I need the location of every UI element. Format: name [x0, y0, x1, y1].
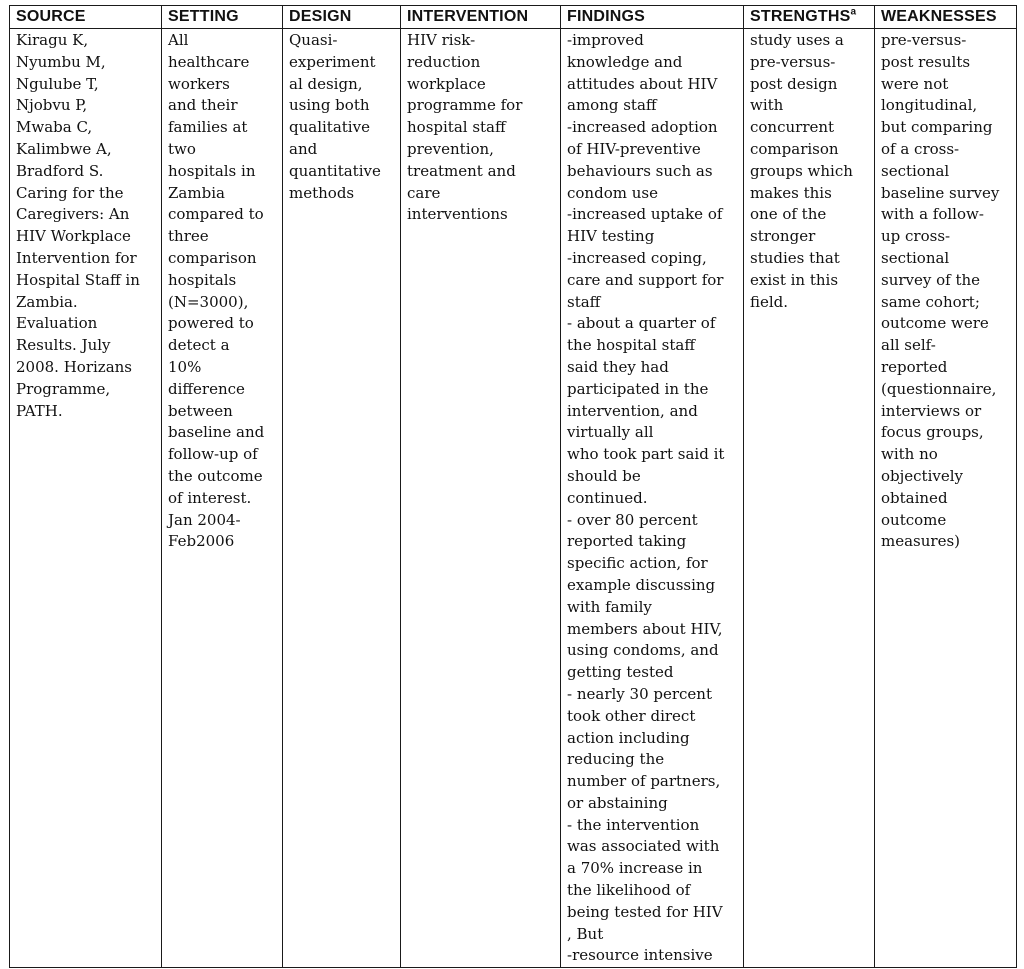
cell-intervention	[401, 29, 561, 968]
header-intervention: INTERVENTION	[401, 6, 561, 29]
cell-setting-text: All healthcare workers and their families at two hospitals in Zambia compared to three comparison hospitals (N=3000), powered to detect a 10% difference between baseline and follow-up of the outcome of interest. Jan 2004- Feb2006	[168, 31, 265, 551]
cell-source-text: Kiragu K, Nyumbu M, Ngulube T, Njobvu P, Mwaba C, Kalimbwe A, Bradford S. Caring for the Caregivers: An HIV Workplace Intervention for Hospital Staff in Zambia. Evaluation Results. July 2008. Horizans Programme, PATH.	[16, 31, 140, 420]
header-row	[10, 6, 1017, 29]
evidence-table	[9, 5, 1017, 968]
header-strengths-label: STRENGTHS	[750, 8, 851, 25]
table-row	[10, 29, 1017, 968]
header-design: DESIGN	[283, 6, 401, 29]
cell-setting	[162, 29, 283, 968]
header-setting: SETTING	[162, 6, 283, 29]
cell-findings-text: -improved knowledge and attitudes about HIV among staff -increased adoption of HIV-preventive behaviours such as condom use -increased uptake of HIV testing -increased coping, care and support for staff - about a quarter of the hospital staff said they had participated in the intervention, and virtually all who took part said it should be continued. - over 80 percent reported taking specific action, for example discussing with family members about HIV, using condoms, and getting tested - nearly 30 percent took other direct action including reducing the number of partners, or abstaining - the intervention was associated with a 70% increase in the likelihood of being tested for HIV , But -resource intensive	[567, 31, 725, 965]
header-weaknesses: WEAKNESSES	[875, 6, 1017, 29]
cell-weaknesses	[875, 29, 1017, 968]
cell-design-text: Quasi- experiment al design, using both qualitative and quantitative methods	[289, 31, 381, 202]
header-source: SOURCE	[10, 6, 162, 29]
cell-source	[10, 29, 162, 968]
cell-intervention-text: HIV risk- reduction workplace programme for hospital staff prevention, treatment and care interventions	[407, 31, 523, 224]
header-findings: FINDINGS	[561, 6, 744, 29]
cell-weaknesses-text: pre-versus- post results were not longitudinal, but comparing of a cross- sectional baseline survey with a follow- up cross- sectional survey of the same cohort; outcome were all self- reported (questionnaire, interviews or focus groups, with no objectively obtained outcome measures)	[881, 31, 1000, 551]
cell-findings	[561, 29, 744, 968]
cell-design	[283, 29, 401, 968]
header-strengths	[744, 6, 875, 29]
header-strengths-footnote-marker: a	[850, 6, 857, 18]
cell-strengths-text: study uses a pre-versus- post design with concurrent comparison groups which makes this one of the stronger studies that exist in this field.	[750, 31, 853, 311]
cell-strengths	[744, 29, 875, 968]
